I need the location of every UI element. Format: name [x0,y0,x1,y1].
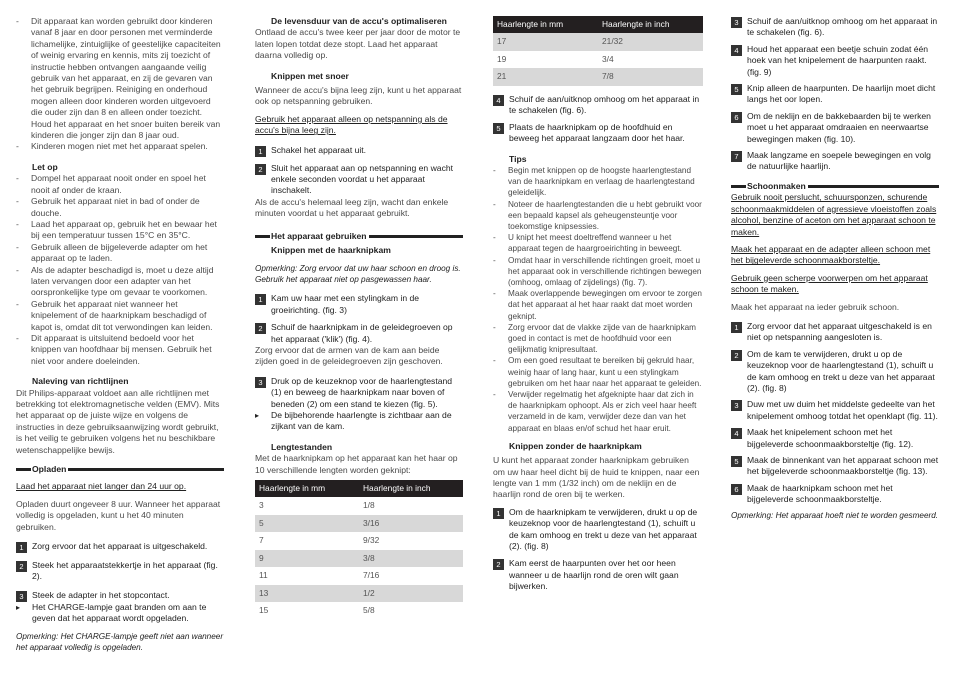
table-row: 21 7/8 [493,68,703,86]
column-3 [493,16,703,593]
warning-schoon-2: Maak het apparaat en de adapter alleen schoon met het bijgeleverde schoonmaakborsteltje. [731,243,931,266]
list-item: - Gebruik alleen de bijgeleverde adapter om het apparaat op te laden. [16,241,208,264]
table-row: 7 9/32 [259,535,380,546]
list-item: - Dit apparaat is uitsluitend bedoeld voor het knippen van hoofdhaar bij mensen. Gebruik het niet voor andere doeleinden. [16,332,212,366]
list-item: - Verwijder regelmatig het afgeknipte haar dat zich in de haarknipkam ophoopt. Als er zich veel haar heeft verzameld in de kam, verwijder deze dan van het apparaat en blaas en/of schud het haar eruit. [493,390,697,433]
list-item: - Zorg ervoor dat de vlakke zijde van de haarknipkam goed in contact is met de hoofdhuid voor een gelijkmatig knipresultaat. [493,322,696,355]
table-header-row: Haarlengte in mm Haarlengte in inch [493,16,703,33]
step-1: 1 Kam uw haar met een stylingkam in de groeirichting. (fig. 3) [255,293,463,316]
list-item: - Laad het apparaat op, gebruik het en bewaar het bij een temperatuur tussen 15°C en 35°C. [16,218,217,241]
step-1: 1 Om de haarknipkam te verwijderen, drukt u op de keuzeknop voor de haarlengtestand (1), schuift u de kam omhoog en trekt u deze van het apparaat (2). (fig. 8) [493,507,703,553]
list-item: - Maak overlappende bewegingen om ervoor te zorgen dat het apparaat al het haar raakt dat moet worden geknipt. [493,289,702,321]
list-item: - Dompel het apparaat nooit onder en spoel het nooit af onder de kraan. [16,173,206,195]
length-table [255,480,463,620]
list-item: - Om een goed resultaat te bereiken bij gekruld haar, weinig haar of lang haar, kunt u een stylingkam gebruiken om het haar naar het apparaat te geleiden. [493,356,702,388]
step-7: 7 Maak langzame en soepele bewegingen en volg de natuurlijke haarlijn. [731,150,939,173]
table-row: 13 1/2 [255,585,463,603]
table-row: 19 3/4 [497,53,614,64]
table-row: 11 7/16 [259,570,380,581]
step-6: 6 Om de neklijn en de bakkebaarden bij te werken moet u het apparaat omdraaien en neerwaartse bewegingen maken (fig. 10). [731,111,939,145]
tips-list [493,165,703,434]
column-2 [255,16,463,620]
step-5: 5 Plaats de haarknipkam op de hoofdhuid en beweeg het apparaat langzaam door het haar. [493,122,703,145]
table-row: 9 3/8 [255,550,463,568]
table-row: 15 5/8 [259,605,375,616]
step-1: 1 Zorg ervoor dat het apparaat uitgeschakeld is en niet op netspanning aangesloten is. [731,321,939,344]
paragraph-zorg: Zorg ervoor dat de armen van de kam aan beide zijden goed in de geleidegroeven zijn geschoven. [255,344,443,367]
step-5: 5 Knip alleen de haarpunten. De haarlijn moet dicht langs het oor lopen. [731,83,939,106]
step-2: 2 Kam eerst de haarpunten over het oor heen wanneer u de haarlijn rond de oren wilt gaan bijwerken. [493,558,703,592]
list-item: - Omdat haar in verschillende richtingen groeit, moet u het apparaat ook in verschillende richtingen bewegen (omhoog, omlaag of zijdelings) (fig. 7). [493,255,702,287]
section-heading-lengte: Lengtestanden [271,441,333,452]
paragraph-after-steps: Als de accu's helemaal leeg zijn, wacht dan enkele minuten voordat u het apparaat gebruikt. [255,196,449,219]
step-3: 3 Druk op de keuzeknop voor de haarlengtestand (1) en beweeg de haarknipkam naar boven of beneden (2) om een stand te kiezen (fig. 5). [255,376,463,410]
section-heading-naleving: Naleving van richtlijnen [32,376,129,387]
paragraph-lengte: Met de haarknipkam op het apparaat kan het haar op 10 verschillende lengten worden geknipt: [255,453,458,475]
warning-schoon-3: Gebruik geen scherpe voorwerpen om het apparaat schoon te maken. [731,272,928,295]
step-6: 6 Maak de haarknipkam schoon met het bijgeleverde schoonmaakborsteltje. [731,483,939,506]
list-item: - Als de adapter beschadigd is, moet u deze altijd laten vervangen door een adapter van het oorspronkelijke type om gevaar te voorkomen. [16,264,214,298]
step-2: 2 Schuif de haarknipkam in de geleidegroeven op het apparaat ('klik') (fig. 4). [255,322,463,345]
step-3: 3 Duw met uw duim het middelste gedeelte van het knipelement omhoog totdat het openklapt (fig. 11). [731,399,939,422]
table-row: 3 1/8 [259,500,375,511]
step-2: 2 Sluit het apparaat aan op netspanning en wacht enkele seconden voordat u het apparaat inschakelt. [255,163,463,197]
section-heading-let-op: Let op [32,161,58,172]
step-3: 3 Steek de adapter in het stopcontact. [16,590,224,602]
step-2: 2 Om de kam te verwijderen, drukt u op de keuzeknop voor de haarlengtestand (1), schuift u de kam omhoog en trekt u deze van het apparaat (2). (fig. 8) [731,349,939,395]
list-item: - Gebruik het apparaat niet wanneer het knipelement of de haarknipkam beschadigd of kapot is, omdat dit tot verwondingen kan leiden. [16,298,213,332]
list-item: - Gebruik het apparaat niet in bad of onder de douche. [16,196,200,218]
section-heading-tips: Tips [509,153,527,164]
note-smeren: Opmerking: Het apparaat hoeft niet te worden gesmeerd. [731,510,939,520]
paragraph-opladen: Opladen duurt ongeveer 8 uur. Wanneer het apparaat volledig is opgeladen, kunt u het 40 minuten gebruiken. [16,498,221,532]
paragraph-zonder: U kunt het apparaat zonder haarknipkam gebruiken om uw haar heel dicht bij de huid te knippen, naar een lengte van 1 mm (1/32 inch) om de neklijn en de haarlijn rond de oren bij te werken. [493,455,700,500]
section-bar-schoonmaken: Schoonmaken [731,181,939,192]
step-5: 5 Maak de binnenkant van het apparaat schoon met het bijgeleverde schoonmaakborsteltje (fig. 13). [731,455,939,478]
bullet-list-let-op [16,173,224,367]
list-item: - Kinderen mogen niet met het apparaat spelen. [16,141,208,152]
list-item: - Dit apparaat kan worden gebruikt door kinderen vanaf 8 jaar en door personen met verminderde lichamelijke, zintuiglijke of geestelijke capaciteiten of weinig ervaring en kennis, mits zij toezicht of instructie hebben ontvangen aangaande veilig gebruik van het apparaat, en zij de gevaren van het gebruik begrijpen. Reiniging en onderhoud mogen alleen door kinderen worden uitgevoerd die ouder zijn dan 8 en alleen onder toezicht. Houd het apparaat en het snoer buiten bereik van kinderen die jonger zijn dan 8 jaar oud. [16,16,221,141]
column-1 [16,16,224,654]
step-1: 1 Schakel het apparaat uit. [255,145,463,157]
bullet-list-safety [16,16,224,153]
step-4: 4 Schuif de aan/uitknop omhoog om het apparaat in te schakelen (fig. 6). [493,94,703,117]
step-4: 4 Houd het apparaat een beetje schuin zodat één hoek van het knipelement de haarpunten raakt. (fig. 9) [731,44,939,78]
list-item: - Noteer de haarlengtestanden die u hebt gebruikt voor een bepaald kapsel als geheugensteuntje voor toekomstige knipsessies. [493,199,702,231]
table-row: 5 3/16 [255,515,463,533]
column-4 [731,16,939,521]
section-bar-opladen: Opladen [16,464,224,475]
note-haar: Opmerking: Zorg ervoor dat uw haar schoon en droog is. Gebruik het apparaat niet op pasgewassen haar. [255,263,461,284]
length-table-continued [493,16,703,86]
section-heading-accu: De levensduur van de accu's optimaliseren [271,16,447,26]
triangle-right-icon: ▸ [255,410,260,420]
list-item: - Begin met knippen op de hoogste haarlengtestand van de haarknipkam en verlaag de haarlengtestand geleidelijk. [493,165,695,198]
list-item: - U knipt het meest doeltreffend wanneer u het apparaat tegen de haargroeirichting in beweegt. [493,233,682,254]
section-bar-gebruiken: Het apparaat gebruiken [255,231,463,242]
result-lengte: ▸ De bijbehorende haarlengte is zichtbaar aan de zijkant van de kam. [255,409,452,432]
step-1: 1 Zorg ervoor dat het apparaat is uitgeschakeld. [16,541,224,553]
table-row: 17 21/32 [493,33,703,51]
triangle-right-icon: ▸ [16,602,21,612]
warning-schoon-1: Gebruik nooit perslucht, schuursponzen, schurende schoonmaakmiddelen of agressieve vloeistoffen zoals alcohol, benzine of aceton om het apparaat schoon te maken. [731,192,937,237]
paragraph-accu: Ontlaad de accu's twee keer per jaar door de motor te laten lopen totdat deze stopt. Laad het apparaat daarna volledig op. [255,27,461,61]
step-4: 4 Maak het knipelement schoon met het bijgeleverde schoonmaakborsteltje (fig. 12). [731,427,939,450]
section-heading-haarknipkam: Knippen met de haarknipkam [271,245,391,256]
section-heading-zonder: Knippen zonder de haarknipkam [509,440,642,451]
paragraph-naleving: Dit Philips-apparaat voldoet aan alle richtlijnen met betrekking tot elektromagnetische velden (EMV). Mits het apparaat op de juiste wijze en volgens de instructies in deze gebruiksaanwijzing wordt gebruikt, is het veilig te gebruiken volgens het nu beschikbare wetenschappelijke bewijs. [16,387,220,455]
table-header-row: Haarlengte in mm Haarlengte in inch [255,480,463,497]
warning-opladen: Laad het apparaat niet langer dan 24 uur op. [16,481,187,492]
note-charge: Opmerking: Het CHARGE-lampje geeft niet aan wanneer het apparaat volledig is opgeladen. [16,631,224,653]
paragraph-snoer: Wanneer de accu's bijna leeg zijn, kunt u het apparaat ook op netspanning gebruiken. [255,85,462,107]
paragraph-schoon: Maak het apparaat na ieder gebruik schoon. [731,301,900,312]
section-heading-snoer: Knippen met snoer [271,70,349,81]
step-3: 3 Schuif de aan/uitknop omhoog om het apparaat in te schakelen (fig. 6). [731,16,939,39]
step-2: 2 Steek het apparaatstekkertje in het apparaat (fig. 2). [16,560,224,583]
result-charge: ▸ Het CHARGE-lampje gaat branden om aan te geven dat het apparaat wordt opgeladen. [16,601,207,624]
warning-snoer: Gebruik het apparaat alleen op netspanning als de accu's bijna leeg zijn. [255,113,448,136]
